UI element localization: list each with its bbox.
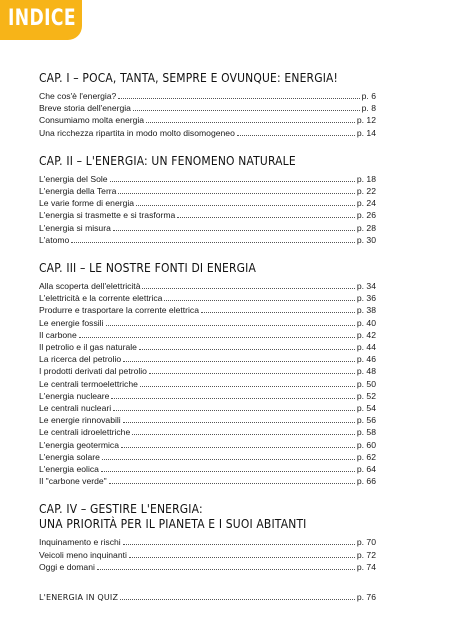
toc-entry-title: Alla scoperta dell'elettricità bbox=[39, 281, 141, 292]
toc-entry[interactable] bbox=[39, 317, 376, 329]
dot-leader bbox=[146, 122, 355, 123]
toc-entry-title: L'energia si misura bbox=[39, 222, 111, 233]
toc-entry-page: p. 58 bbox=[356, 427, 376, 438]
toc-entry-title: Le centrali idroelettriche bbox=[39, 427, 131, 438]
toc-entry-page: p. 60 bbox=[356, 439, 376, 450]
toc-entry-title: Che cos'è l'energia? bbox=[39, 91, 117, 101]
toc-entry-title: Le energie rinnovabili bbox=[39, 415, 121, 426]
toc-entry[interactable] bbox=[39, 402, 376, 414]
toc-entry-page: p. 24 bbox=[356, 198, 376, 209]
toc-entry[interactable] bbox=[39, 365, 376, 377]
chapter-title-line: CAP. II – L'ENERGIA: UN FENOMENO NATURALE bbox=[39, 152, 296, 168]
toc-entry-page: p. 30 bbox=[356, 234, 376, 245]
toc-entry-page: p. 62 bbox=[356, 451, 376, 462]
toc-entry[interactable] bbox=[39, 127, 376, 139]
toc-entry-title: L'energia nucleare bbox=[39, 390, 110, 401]
toc-entry-page: p. 6 bbox=[361, 91, 376, 101]
toc-entry[interactable] bbox=[39, 280, 376, 292]
toc-entry[interactable] bbox=[39, 292, 376, 304]
dot-leader bbox=[164, 300, 354, 301]
toc-entry-title: Una ricchezza ripartita in modo molto disomogeneo bbox=[39, 127, 235, 138]
toc-entry-page: p. 54 bbox=[356, 403, 376, 414]
toc-entry-page: p. 66 bbox=[356, 476, 376, 487]
toc-entry-page: p. 48 bbox=[356, 366, 376, 377]
toc-entry[interactable] bbox=[39, 463, 376, 475]
toc-entry[interactable] bbox=[39, 549, 376, 561]
toc-entry-page: p. 38 bbox=[356, 305, 376, 316]
toc-entry-title: Veicoli meno inquinanti bbox=[39, 549, 127, 560]
dot-leader bbox=[132, 434, 355, 435]
dot-leader bbox=[97, 569, 355, 570]
chapter-heading bbox=[39, 70, 376, 85]
dot-leader bbox=[149, 373, 355, 374]
chapter-heading bbox=[39, 501, 376, 531]
toc-entry-title: L'energia si trasmette e si trasforma bbox=[39, 210, 176, 221]
dot-leader bbox=[113, 230, 355, 231]
toc-entry-title: Il carbone bbox=[39, 329, 77, 340]
toc-entry-page: p. 44 bbox=[356, 342, 376, 353]
toc-entry[interactable] bbox=[39, 426, 376, 438]
toc-entry-page: p. 14 bbox=[356, 127, 376, 138]
toc-entry[interactable] bbox=[39, 390, 376, 402]
dot-leader bbox=[109, 483, 355, 484]
table-of-contents bbox=[39, 70, 376, 604]
toc-entry-page: p. 50 bbox=[356, 378, 376, 389]
toc-entry-page: p. 74 bbox=[356, 561, 376, 572]
toc-entry-title: L'energia geotermica bbox=[39, 439, 119, 450]
toc-entry-page: p. 64 bbox=[356, 464, 376, 475]
quiz-title: L'ENERGIA IN QUIZ bbox=[39, 593, 119, 603]
toc-entry[interactable] bbox=[39, 561, 376, 573]
dot-leader bbox=[113, 410, 355, 411]
toc-entry-title: Breve storia dell'energia bbox=[39, 103, 131, 114]
dot-leader bbox=[123, 422, 355, 423]
chapter-heading bbox=[39, 260, 376, 275]
toc-entry-page: p. 70 bbox=[356, 537, 376, 548]
dot-leader bbox=[111, 398, 354, 399]
toc-entry-title: I prodotti derivati dal petrolio bbox=[39, 366, 147, 377]
toc-entry[interactable] bbox=[39, 209, 376, 221]
dot-leader bbox=[142, 288, 354, 289]
dot-leader bbox=[79, 337, 355, 338]
dot-leader bbox=[120, 599, 355, 600]
toc-entry[interactable] bbox=[39, 439, 376, 451]
toc-entry[interactable] bbox=[39, 234, 376, 246]
toc-entry-page: p. 46 bbox=[356, 354, 376, 365]
chapter-title-line: UNA PRIORITÀ PER IL PIANETA E I SUOI ABITANTI bbox=[39, 516, 307, 532]
index-header-tab bbox=[0, 0, 82, 40]
toc-entry-page: p. 42 bbox=[356, 329, 376, 340]
toc-entry[interactable] bbox=[39, 222, 376, 234]
toc-entry[interactable] bbox=[39, 102, 376, 114]
dot-leader bbox=[123, 361, 355, 362]
dot-leader bbox=[118, 98, 359, 99]
toc-entry[interactable] bbox=[39, 304, 376, 316]
toc-entry-title: La ricerca del petrolio bbox=[39, 354, 122, 365]
dot-leader bbox=[71, 242, 355, 243]
dot-leader bbox=[177, 217, 355, 218]
toc-entry-title: Le centrali nucleari bbox=[39, 403, 112, 414]
dot-leader bbox=[118, 193, 354, 194]
toc-entry-title: Oggi e domani bbox=[39, 561, 95, 572]
dot-leader bbox=[237, 135, 355, 136]
dot-leader bbox=[106, 325, 355, 326]
toc-entry-page: p. 26 bbox=[356, 210, 376, 221]
toc-entry[interactable] bbox=[39, 173, 376, 185]
toc-entry[interactable] bbox=[39, 185, 376, 197]
toc-entry-title: Produrre e trasportare la corrente elettrica bbox=[39, 305, 200, 316]
chapter-title-line: CAP. III – LE NOSTRE FONTI DI ENERGIA bbox=[39, 260, 257, 276]
toc-entry-title: Consumiamo molta energia bbox=[39, 115, 145, 126]
toc-entry-title: Le varie forme di energia bbox=[39, 198, 135, 209]
toc-entry-title: Il petrolio e il gas naturale bbox=[39, 342, 137, 353]
toc-entry-title: Le centrali termoelettriche bbox=[39, 378, 138, 389]
dot-leader bbox=[133, 110, 360, 111]
toc-entry-page: p. 72 bbox=[356, 549, 376, 560]
toc-entry-page: p. 18 bbox=[356, 173, 376, 184]
toc-entry-title: L'elettricità e la corrente elettrica bbox=[39, 293, 163, 304]
dot-leader bbox=[121, 447, 355, 448]
dot-leader bbox=[123, 544, 355, 545]
toc-entry-title: L'atomo bbox=[39, 234, 70, 245]
chapter-heading bbox=[39, 153, 376, 168]
dot-leader bbox=[139, 349, 355, 350]
dot-leader bbox=[101, 471, 355, 472]
toc-entry-title: L'energia solare bbox=[39, 451, 100, 462]
dot-leader bbox=[136, 205, 355, 206]
dot-leader bbox=[129, 557, 355, 558]
toc-entry-page: p. 12 bbox=[356, 115, 376, 126]
toc-entry-page: p. 40 bbox=[356, 317, 376, 328]
chapter-title-line: CAP. I – POCA, TANTA, SEMPRE E OVUNQUE: ENERGIA! bbox=[39, 70, 339, 85]
toc-entry-page: p. 52 bbox=[356, 390, 376, 401]
dot-leader bbox=[110, 181, 355, 182]
quiz-page: p. 76 bbox=[356, 592, 376, 603]
toc-entry-title: Il "carbone verde" bbox=[39, 476, 107, 487]
toc-entry[interactable] bbox=[39, 353, 376, 365]
toc-entry-page: p. 34 bbox=[356, 281, 376, 292]
toc-entry[interactable] bbox=[39, 536, 376, 548]
toc-entry[interactable] bbox=[39, 378, 376, 390]
dot-leader bbox=[140, 386, 355, 387]
toc-entry[interactable] bbox=[39, 414, 376, 426]
toc-entry-page: p. 36 bbox=[356, 293, 376, 304]
toc-entry[interactable] bbox=[39, 341, 376, 353]
toc-entry-page: p. 28 bbox=[356, 222, 376, 233]
toc-entry[interactable] bbox=[39, 197, 376, 209]
toc-entry[interactable] bbox=[39, 114, 376, 126]
toc-entry-page: p. 8 bbox=[361, 103, 376, 114]
page-title: INDICE bbox=[8, 6, 77, 31]
toc-entry-title: L'energia del Sole bbox=[39, 173, 108, 184]
toc-entry[interactable] bbox=[39, 475, 376, 487]
toc-entry-page: p. 56 bbox=[356, 415, 376, 426]
toc-entry[interactable] bbox=[39, 451, 376, 463]
chapter-title-line: CAP. IV – GESTIRE L'ENERGIA: bbox=[39, 501, 203, 517]
toc-entry-title: Le energie fossili bbox=[39, 317, 104, 328]
toc-entry-title: L'energia della Terra bbox=[39, 186, 117, 197]
toc-entry-page: p. 22 bbox=[356, 186, 376, 197]
toc-entry-title: L'energia eolica bbox=[39, 464, 99, 475]
toc-entry-quiz[interactable] bbox=[39, 591, 376, 604]
toc-entry[interactable] bbox=[39, 90, 376, 102]
toc-entry[interactable] bbox=[39, 329, 376, 341]
toc-entry-title: Inquinamento e rischi bbox=[39, 537, 121, 548]
dot-leader bbox=[102, 459, 355, 460]
dot-leader bbox=[201, 312, 355, 313]
